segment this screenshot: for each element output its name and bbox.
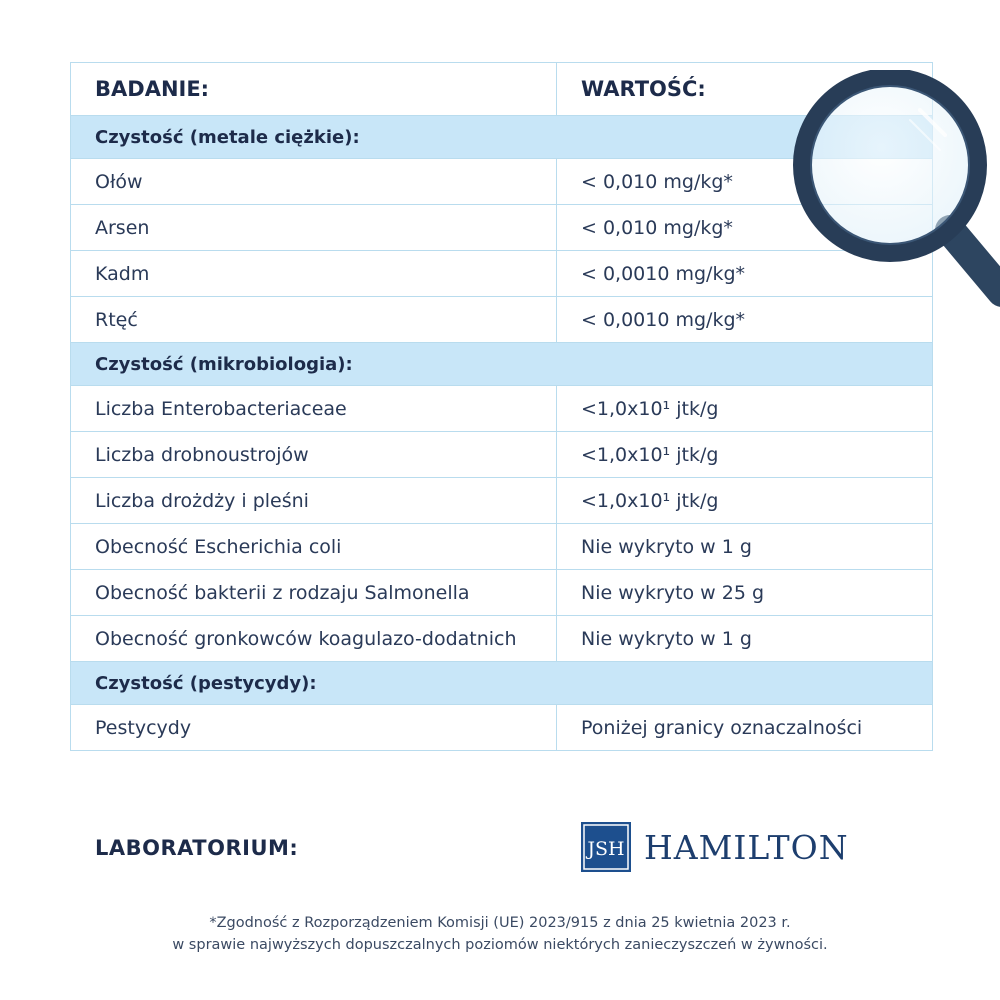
test-name: Obecność bakterii z rodzaju Salmonella <box>71 570 557 616</box>
test-value: < 0,010 mg/kg* <box>557 159 933 205</box>
test-name: Liczba drożdży i pleśni <box>71 478 557 524</box>
table-row <box>71 705 933 751</box>
test-value: Nie wykryto w 1 g <box>557 616 933 662</box>
hamilton-logo <box>581 821 849 873</box>
table-row <box>71 432 933 478</box>
table-row <box>71 524 933 570</box>
test-name: Obecność Escherichia coli <box>71 524 557 570</box>
laboratory-label: LABORATORIUM: <box>95 836 299 860</box>
test-value: <1,0x10¹ jtk/g <box>557 386 933 432</box>
test-value: < 0,010 mg/kg* <box>557 205 933 251</box>
test-name: Arsen <box>71 205 557 251</box>
header-value: WARTOŚĆ: <box>557 63 933 116</box>
test-value: <1,0x10¹ jtk/g <box>557 432 933 478</box>
footnote-line-2: w sprawie najwyższych dopuszczalnych poziomów niektórych zanieczyszczeń w żywności. <box>172 937 828 953</box>
header-test: BADANIE: <box>71 63 557 116</box>
test-value: Nie wykryto w 25 g <box>557 570 933 616</box>
test-name: Kadm <box>71 251 557 297</box>
test-value: <1,0x10¹ jtk/g <box>557 478 933 524</box>
table-row <box>71 386 933 432</box>
test-name: Ołów <box>71 159 557 205</box>
hamilton-logo-mark <box>581 822 631 872</box>
table-row <box>71 616 933 662</box>
test-value: < 0,0010 mg/kg* <box>557 297 933 343</box>
test-value: < 0,0010 mg/kg* <box>557 251 933 297</box>
test-name: Pestycydy <box>71 705 557 751</box>
svg-text:JSH: JSH <box>587 838 625 860</box>
test-name: Liczba Enterobacteriaceae <box>71 386 557 432</box>
footnote-line-1: *Zgodność z Rozporządzeniem Komisji (UE) 2023/915 z dnia 25 kwietnia 2023 r. <box>209 915 791 931</box>
test-name: Rtęć <box>71 297 557 343</box>
hamilton-logo-text: HAMILTON <box>644 827 849 867</box>
footnote <box>0 912 1000 956</box>
test-value: Poniżej granicy oznaczalności <box>557 705 933 751</box>
test-name: Obecność gronkowców koagulazo-dodatnich <box>71 616 557 662</box>
magnifier-icon <box>780 70 1000 310</box>
section-title: Czystość (pestycydy): <box>71 662 933 705</box>
section-row <box>71 343 933 386</box>
test-value: Nie wykryto w 1 g <box>557 524 933 570</box>
table-row <box>71 478 933 524</box>
test-name: Liczba drobnoustrojów <box>71 432 557 478</box>
table-row <box>71 570 933 616</box>
section-title: Czystość (mikrobiologia): <box>71 343 933 386</box>
section-title: Czystość (metale ciężkie): <box>71 116 933 159</box>
section-row <box>71 662 933 705</box>
